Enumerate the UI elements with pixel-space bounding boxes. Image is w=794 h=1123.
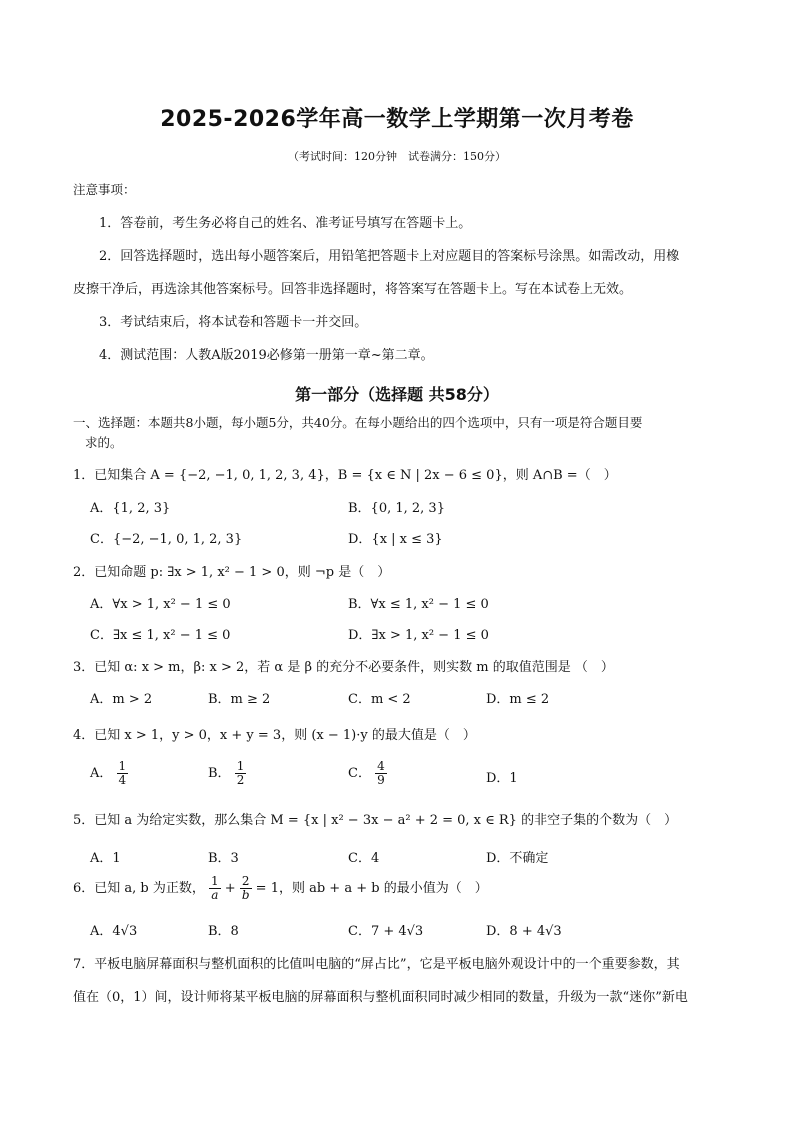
exam-title: 2025-2026学年高一数学上学期第一次月考卷 bbox=[160, 107, 634, 132]
option[interactable]: B．8 bbox=[208, 924, 239, 939]
section-title: 第一部分（选择题 共58分） bbox=[295, 385, 499, 404]
section-instructions bbox=[73, 413, 723, 453]
denominator: 9 bbox=[377, 773, 385, 787]
fraction bbox=[209, 875, 221, 902]
option-label: C． bbox=[348, 766, 371, 781]
option[interactable] bbox=[208, 760, 246, 787]
option[interactable]: A．4√3 bbox=[90, 924, 138, 939]
notice-item bbox=[73, 313, 723, 333]
notice-item bbox=[73, 280, 723, 300]
option[interactable]: A．{1, 2, 3} bbox=[90, 501, 171, 516]
fraction bbox=[240, 875, 252, 902]
notice-item bbox=[73, 214, 723, 234]
notice-text: 皮擦干净后，再选涂其他答案标号。回答非选择题时，将答案写在答题卡上。写在本试卷上无效。 bbox=[73, 282, 633, 297]
stem-text: 6．已知 a, b 为正数， bbox=[73, 881, 205, 896]
question-1-stem: 1．已知集合 A = {−2, −1, 0, 1, 2, 3, 4}，B = {x ∈ N | 2x − 6 ≤ 0}，则 A∩B =（ ） bbox=[73, 468, 617, 483]
option[interactable]: B．3 bbox=[208, 851, 239, 866]
denominator: 2 bbox=[236, 773, 245, 787]
instructions-line: 求的。 bbox=[85, 435, 123, 450]
option[interactable]: B．{0, 1, 2, 3} bbox=[348, 501, 445, 516]
denominator: a bbox=[211, 888, 219, 902]
plus-sign: + bbox=[224, 881, 236, 896]
notice-text: 3．考试结束后，将本试卷和答题卡一并交回。 bbox=[99, 315, 368, 330]
fraction bbox=[235, 760, 247, 787]
option[interactable]: D．不确定 bbox=[486, 851, 549, 866]
notice-text: 2．回答选择题时，选出每小题答案后，用铅笔把答题卡上对应题目的答案标号涂黑。如需改动，用橡 bbox=[99, 249, 680, 264]
fraction bbox=[375, 760, 387, 787]
notice-heading: 注意事项： bbox=[73, 182, 136, 197]
question-4-stem: 4．已知 x > 1，y > 0，x + y = 3，则 (x − 1)·y 的最大值是（ ） bbox=[73, 728, 476, 743]
numerator: 1 bbox=[211, 874, 219, 888]
option[interactable]: C．{−2, −1, 0, 1, 2, 3} bbox=[90, 532, 243, 547]
option[interactable]: D．8 + 4√3 bbox=[486, 924, 562, 939]
numerator: 4 bbox=[377, 759, 385, 773]
option[interactable]: D．{x | x ≤ 3} bbox=[348, 532, 443, 547]
question-7-line: 值在（0，1）间，设计师将某平板电脑的屏幕面积与整机面积同时减少相同的数量，升级为一款“迷你”新电 bbox=[73, 990, 688, 1005]
numerator: 1 bbox=[118, 759, 127, 773]
question-6-stem bbox=[73, 875, 733, 902]
question-2-stem: 2．已知命题 p: ∃x > 1, x² − 1 > 0，则 ¬p 是（ ） bbox=[73, 565, 391, 580]
question-5-stem: 5．已知 a 为给定实数，那么集合 M = {x | x² − 3x − a² + 2 = 0, x ∈ R} 的非空子集的个数为（ ） bbox=[73, 813, 678, 828]
option[interactable]: A．m > 2 bbox=[90, 692, 153, 707]
option[interactable]: B．∀x ≤ 1, x² − 1 ≤ 0 bbox=[348, 597, 489, 612]
option[interactable] bbox=[348, 760, 387, 787]
option-label: A． bbox=[90, 766, 113, 781]
option[interactable]: D．m ≤ 2 bbox=[486, 692, 550, 707]
exam-subtitle: （考试时间：120分钟 试卷满分：150分） bbox=[288, 150, 506, 163]
notice-item bbox=[73, 247, 723, 267]
option-label: B． bbox=[208, 766, 231, 781]
option[interactable]: A．∀x > 1, x² − 1 ≤ 0 bbox=[90, 597, 231, 612]
fraction bbox=[117, 760, 129, 787]
option[interactable]: C．4 bbox=[348, 851, 380, 866]
option[interactable]: D．∃x > 1, x² − 1 ≤ 0 bbox=[348, 628, 489, 643]
denominator: 4 bbox=[118, 773, 127, 787]
option[interactable]: B．m ≥ 2 bbox=[208, 692, 271, 707]
question-3-stem: 3．已知 α: x > m，β: x > 2，若 α 是 β 的充分不必要条件，则实数 m 的取值范围是 （ ） bbox=[73, 660, 614, 675]
option[interactable] bbox=[90, 760, 128, 787]
instructions-line: 一、选择题：本题共8小题，每小题5分，共40分。在每小题给出的四个选项中，只有一项是符合题目要 bbox=[73, 415, 643, 430]
option[interactable]: A．1 bbox=[90, 851, 121, 866]
option[interactable]: C．m < 2 bbox=[348, 692, 411, 707]
notice-text: 4．测试范围：人教A版2019必修第一册第一章~第二章。 bbox=[99, 348, 434, 363]
notice-text: 1．答卷前，考生务必将自己的姓名、准考证号填写在答题卡上。 bbox=[99, 216, 472, 231]
notice-item bbox=[73, 346, 723, 366]
denominator: b bbox=[241, 888, 250, 902]
numerator: 2 bbox=[240, 875, 252, 889]
option[interactable]: C．7 + 4√3 bbox=[348, 924, 424, 939]
numerator: 1 bbox=[236, 759, 245, 773]
option[interactable]: C．∃x ≤ 1, x² − 1 ≤ 0 bbox=[90, 628, 231, 643]
option[interactable]: D．1 bbox=[486, 771, 518, 786]
stem-text: = 1，则 ab + a + b 的最小值为（ ） bbox=[255, 881, 488, 896]
question-7-line: 7．平板电脑屏幕面积与整机面积的比值叫电脑的“屏占比”，它是平板电脑外观设计中的一个重要参数，其 bbox=[73, 957, 680, 972]
